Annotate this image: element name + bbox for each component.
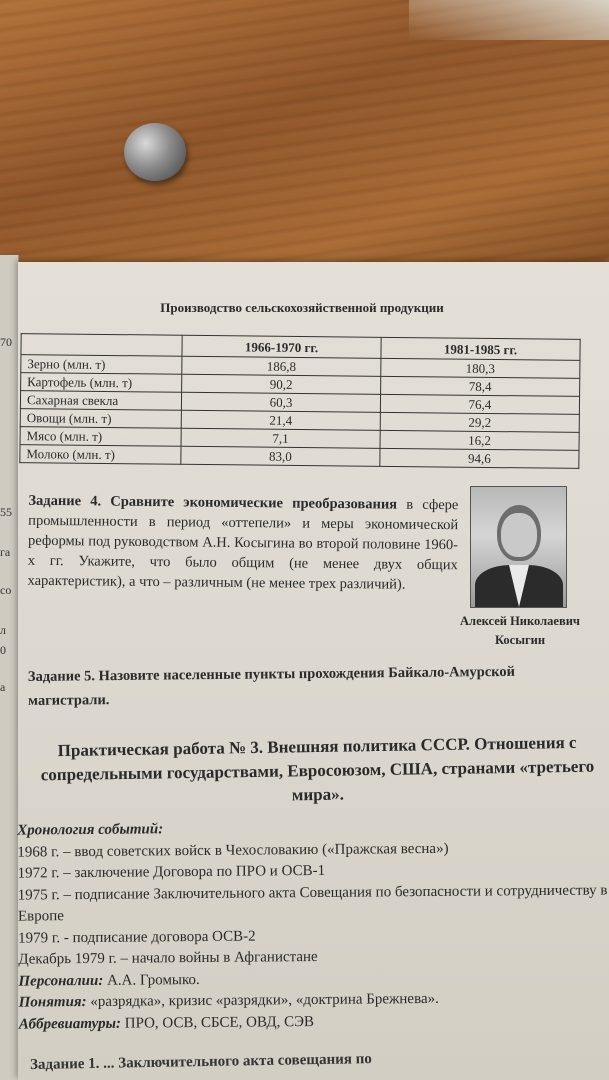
left-fragment: 0 — [0, 643, 6, 657]
chronology-event: 1979 г. - подписание договора ОСВ-2 — [18, 928, 256, 947]
task-4-label: Задание 4. Сравните экономические преобразования — [28, 492, 398, 513]
row-value: 78,4 — [381, 376, 580, 396]
chronology-event: Декабрь 1979 г. – начало войны в Афганистане — [18, 948, 318, 968]
row-value: 180,3 — [381, 358, 580, 378]
table-header-cell — [21, 334, 182, 357]
kosygin-portrait — [470, 486, 567, 608]
left-fragment: 55 — [0, 505, 12, 519]
row-value: 16,2 — [380, 430, 579, 450]
abbr-label: Аббревиатуры: — [18, 1015, 122, 1033]
persons-value: А.А. Громыко. — [106, 971, 200, 989]
row-value: 21,4 — [181, 410, 380, 430]
row-value: 7,1 — [181, 428, 380, 448]
table-header-cell: 1966-1970 гг. — [182, 335, 381, 358]
chronology-event: 1972 г. – заключение Договора по ПРО и ОСВ-1 — [17, 862, 326, 882]
row-value: 90,2 — [182, 374, 381, 394]
persons-label: Персоналии: — [18, 972, 104, 990]
left-fragment: га — [0, 545, 11, 559]
concepts-value: «разрядка», кризис «разрядки», «доктрина Брежнева». — [90, 990, 439, 1010]
row-label: Зерно (млн. т) — [21, 355, 182, 375]
table-title: Производство сельскохозяйственной продукции — [160, 300, 444, 315]
task-4-text: в сфере промышленности в период «оттепели» и меры экономической реформы под руководством А.Н. Косыгина во второй половине 1960-х гг. Укажите, что было общим (не менее двух общих характеристик), а что – различным (не менее трех различий). — [27, 496, 459, 593]
row-label: Сахарная свекла — [20, 391, 181, 411]
left-fragment: со — [0, 583, 12, 597]
left-fragment: а — [0, 680, 6, 694]
left-fragment: л — [0, 623, 6, 637]
chronology-heading: Хронология событий: — [17, 821, 164, 839]
practical-work-title: Практическая работа № 3. Внешняя политика СССР. Отношения с сопредельными государствами, Евросоюзом, США, странами «третьего мира». — [40, 732, 595, 805]
row-value: 94,6 — [380, 448, 579, 468]
row-value: 186,8 — [182, 356, 381, 376]
caption-line-1: Алексей Николаевич — [460, 614, 580, 628]
row-label: Картофель (млн. т) — [21, 373, 182, 393]
table-header-cell: 1981-1985 гг. — [381, 337, 580, 360]
desk-grain — [0, 0, 609, 300]
row-label: Молоко (млн. т) — [20, 445, 181, 465]
paper-corner — [409, 0, 609, 40]
chronology-block — [17, 815, 609, 1035]
chronology-event: 1968 г. – ввод советских войск в Чехословакию («Пражская весна») — [17, 840, 449, 861]
screw-head — [124, 123, 186, 181]
row-value: 83,0 — [181, 446, 380, 466]
left-fragment: 70 — [0, 335, 12, 349]
row-value: 60,3 — [181, 392, 380, 412]
production-table — [19, 333, 580, 469]
portrait-face — [501, 513, 537, 557]
row-label: Мясо (млн. т) — [20, 427, 181, 447]
task-4 — [27, 491, 458, 595]
concepts-label: Понятия: — [18, 993, 87, 1011]
left-page-edge — [0, 255, 19, 1080]
row-value: 76,4 — [380, 394, 579, 414]
row-value: 29,2 — [380, 412, 579, 432]
abbr-value: ПРО, ОСВ, СБСЕ, ОВД, СЭВ — [124, 1013, 315, 1032]
caption-line-2: Косыгин — [494, 633, 546, 647]
row-label: Овощи (млн. т) — [20, 409, 181, 429]
cut-off-line: Задание 1. ... Заключительного акта совещания по — [29, 1051, 372, 1074]
chronology-event: 1975 г. – подписание Заключительного акта Совещания по безопасности и сотрудничеству в Европе — [17, 881, 608, 925]
portrait-caption — [440, 612, 600, 650]
task-5: Задание 5. Назовите населенные пункты прохождения Байкало-Амурской магистрали. — [27, 663, 516, 709]
